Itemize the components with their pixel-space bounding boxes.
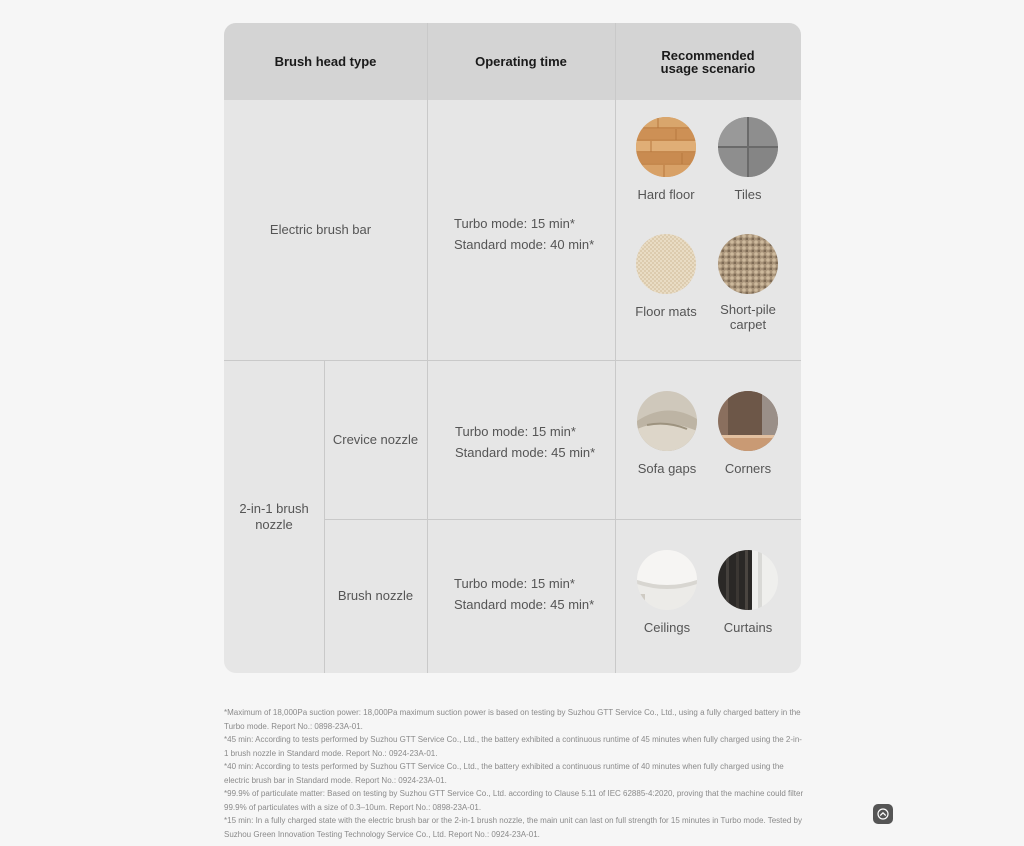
brush-electric-bar: Electric brush bar (269, 222, 372, 237)
scenario-hard-floor: Hard floor (626, 117, 706, 202)
scenario-sofa-gaps: Sofa gaps (627, 391, 707, 476)
footnote: *15 min: In a fully charged state with the electric brush bar or the 2-in-1 brush nozzle, the main unit can last on full strength for 15 minutes in Turbo mode. Tested by Suzhou Green Innovation Testing Technology Service Co., Ltd. Report No.: 0924-23A-01. (224, 816, 802, 839)
header-operating-time: Operating time (475, 54, 567, 69)
scenario-floor-mats: Floor mats (626, 234, 706, 319)
footnote: *Maximum of 18,000Pa suction power: 18,000Pa maximum suction power is based on testing by Suzhou GTT Service Co., Ltd., using a fully charged battery in the Turbo mode. Report No.: 0898-23A-01. (224, 708, 801, 731)
footnote: *99.9% of particulate matter: Based on testing by Suzhou GTT Service Co., Ltd. according to Clause 5.11 of IEC 62885-4:2020, proving that the machine could filter 99.9% of particulates with a size of 0.3–10um. Report No.: 0898-23A-01. (224, 789, 804, 812)
chevron-up-icon (877, 808, 889, 820)
footnote: *45 min: According to tests performed by Suzhou GTT Service Co., Ltd., the battery exhibited a continuous runtime of 45 minutes when fully charged using the 2-in-1 brush nozzle in Standard mode. Report No.: 0924-23A-01. (224, 735, 802, 758)
scenario-tiles: Tiles (708, 117, 788, 202)
ceiling-icon (637, 550, 697, 610)
scenario-corners: Corners (708, 391, 788, 476)
footnote: *40 min: According to tests performed by Suzhou GTT Service Co., Ltd., the battery exhibited a continuous runtime of 40 minutes when fully charged using the electric brush bar in Standard mode. Report No.: 0924-23A-01. (224, 762, 784, 785)
brush-2-in-1-nozzle: 2-in-1 brush nozzle (239, 500, 309, 532)
divider (427, 23, 428, 673)
tiles-icon (718, 117, 778, 177)
curtain-icon (718, 550, 778, 610)
brush-crevice-nozzle: Crevice nozzle (332, 431, 419, 447)
divider (615, 23, 616, 673)
footnotes (224, 706, 804, 841)
wood-floor-icon (636, 117, 696, 177)
scenario-ceilings: Ceilings (627, 550, 707, 635)
floor-mat-icon (636, 234, 696, 294)
scenario-curtains: Curtains (708, 550, 788, 635)
operating-time-row-1: Turbo mode: 15 min* Standard mode: 40 min* (454, 216, 595, 252)
header-usage-scenario: Recommended usage scenario (660, 47, 756, 76)
comparison-table (224, 23, 801, 673)
carpet-icon (718, 234, 778, 294)
operating-time-row-3: Turbo mode: 15 min* Standard mode: 45 min* (454, 576, 595, 612)
sofa-icon (637, 391, 697, 451)
header-brush-type: Brush head type (274, 54, 377, 69)
scenario-short-pile-carpet: Short-pile carpet (708, 234, 788, 332)
back-to-top-button[interactable] (873, 804, 893, 824)
corner-icon (718, 391, 778, 451)
operating-time-row-2: Turbo mode: 15 min* Standard mode: 45 min* (455, 424, 596, 460)
brush-brush-nozzle: Brush nozzle (337, 588, 414, 603)
